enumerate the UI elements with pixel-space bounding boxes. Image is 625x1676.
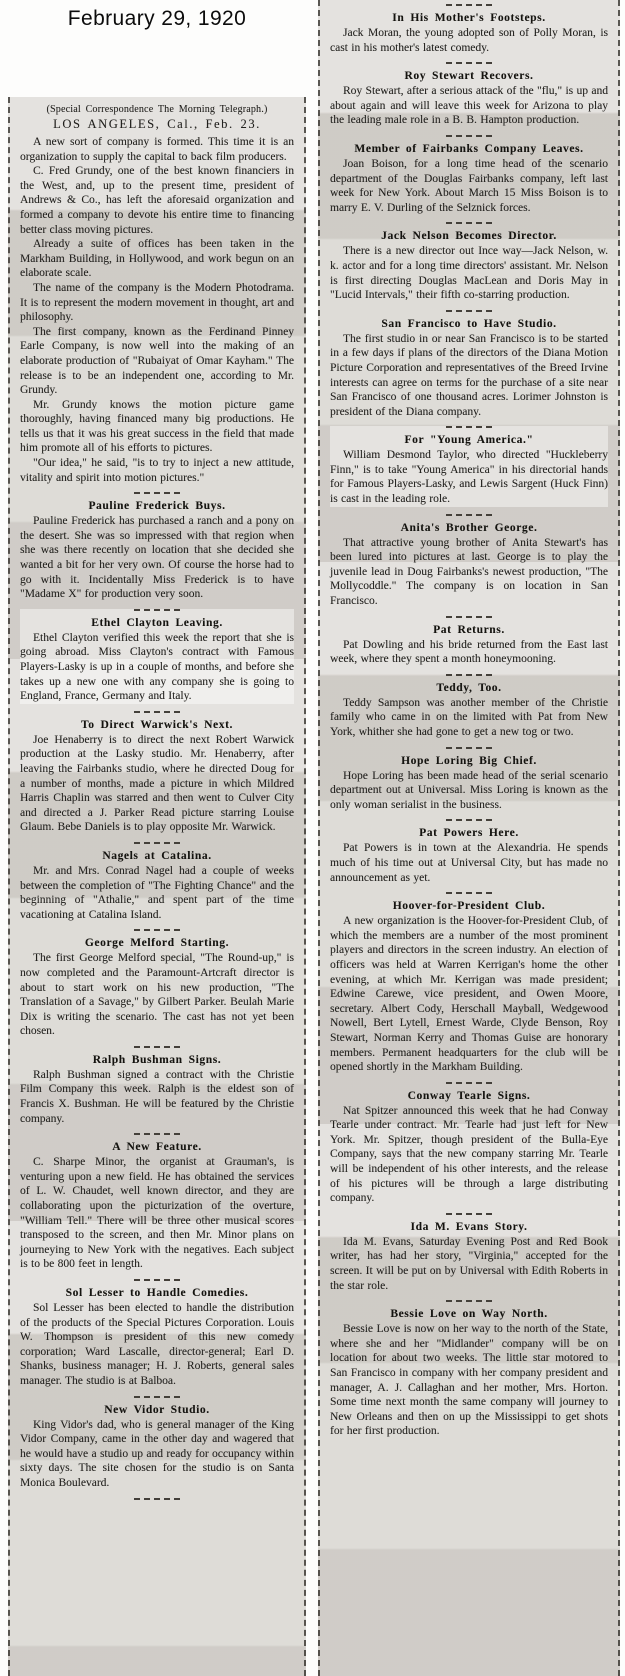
- story-paragraph: Jack Moran, the young adopted son of Polly Moran, is cast in his mother's latest comedy.: [330, 27, 608, 54]
- story-paragraph: King Vidor's dad, who is general manager of the King Vidor Company, came in the other day and wagered that he would have a studio up and ready for occupancy within sixty days. The site chosen for the studio is on Santa Monica Boulevard.: [20, 1418, 294, 1489]
- story-paragraph: The name of the company is the Modern Photodrama. It is to represent the modern movement in thought, art and philosophy.: [20, 281, 294, 324]
- story-jack-nelson-becomes-director: [330, 222, 608, 302]
- story-heading: Hope Loring Big Chief.: [401, 754, 537, 767]
- story-heading: Pauline Frederick Buys.: [88, 500, 226, 513]
- story-new-vidor-studio: [20, 1396, 294, 1491]
- story-in-his-mothers-footsteps: [330, 4, 608, 55]
- story-paragraph: "Our idea," he said, "is to try to inject a new attitude, vitality and spirit into motion pictures.": [20, 457, 294, 484]
- section-divider: [446, 1082, 492, 1084]
- story-paragraph: Hope Loring has been made head of the serial scenario department out at Universal. Miss Loring is known as the only woman serialist in the business.: [330, 769, 608, 811]
- section-divider: [446, 310, 492, 312]
- story-heading: A New Feature.: [112, 1141, 202, 1154]
- story-conway-tearle-signs: [330, 1082, 608, 1206]
- section-divider: [134, 609, 180, 611]
- story-sol-lesser-to-handle-comedies: [20, 1279, 294, 1389]
- section-divider: [134, 1046, 180, 1048]
- story-hope-loring-big-chief: [330, 747, 608, 813]
- story-for-young-america: [330, 426, 608, 506]
- story-to-direct-warwicks-next: [20, 711, 294, 835]
- story-paragraph: The first studio in or near San Francisco is to be started in a few days if plans of the directors of the Diana Motion Picture Corporation and representatives of the Breed Irvine interests can agree on terms for the purchase of a site near San Francisco of one thousand acres. Lorimer Johnston is president of the Diana company.: [330, 332, 608, 418]
- dateline: LOS ANGELES, Cal., Feb. 23.: [53, 117, 261, 131]
- story-heading: Anita's Brother George.: [400, 521, 538, 534]
- story-paragraph: The first company, known as the Ferdinand Pinney Earle Company, is now well into the making of an elaborate production of "Rubaiyat of Omar Kayham." The release is to be an independent one, according to Mr. Grundy.: [20, 325, 294, 397]
- story-anitas-brother-george: [330, 514, 608, 609]
- section-divider: [446, 747, 492, 749]
- lead-story: [20, 97, 294, 485]
- story-pauline-frederick-buys: [20, 492, 294, 602]
- section-divider: [134, 842, 180, 844]
- section-divider: [446, 1213, 492, 1215]
- story-paragraph: Ralph Bushman signed a contract with the Christie Film Company this week. Ralph is the eldest son of Francis X. Bushman. He will be featured by the Christie company.: [20, 1068, 294, 1125]
- story-paragraph: The first George Melford special, "The Round-up," is now completed and the Paramount-Artcraft director is about to start work on his new production, "The Translation of a Savage," by Gilbert Parker. Beulah Marie Dix is writing the scenario. The cast has not yet been chosen.: [20, 952, 294, 1038]
- story-member-of-fairbanks-company-leaves: [330, 135, 608, 215]
- story-heading: Teddy, Too.: [436, 681, 502, 694]
- story-san-francisco-to-have-studio: [330, 310, 608, 420]
- story-paragraph: Teddy Sampson was another member of the Christie family who came in on the limited with Pat from New York, whither she had gone to get a new tog or two.: [330, 696, 608, 738]
- story-heading: Hoover-for-President Club.: [392, 900, 546, 913]
- story-heading: Ida M. Evans Story.: [410, 1220, 528, 1233]
- story-paragraph: Pat Dowling and his bride returned from the East last week, where they spent a month honeymooning.: [330, 638, 608, 666]
- story-heading: Jack Nelson Becomes Director.: [381, 230, 557, 243]
- story-heading: New Vidor Studio.: [104, 1403, 210, 1416]
- story-hoover-for-president-club: [330, 892, 608, 1075]
- right-column: [318, 0, 620, 1676]
- section-divider: [446, 222, 492, 224]
- story-paragraph: C. Sharpe Minor, the organist at Grauman's, is venturing upon a new field. He has obtained the services of L. W. Chaudet, well known director, and they are collaborating upon the picturization of the overture, "William Tell." There will be three other musical scores transposed to the screen, and then Mr. Minor plans on journeying to New York with the negatives. Each subject is to be 800 feet in length.: [20, 1156, 294, 1271]
- section-divider: [134, 711, 180, 713]
- story-heading: Bessie Love on Way North.: [390, 1308, 548, 1321]
- story-paragraph: Already a suite of offices has been taken in the Markham Building, in Hollywood, and work begun on an elaborate scale.: [20, 238, 294, 280]
- story-george-melford-starting: [20, 929, 294, 1039]
- story-paragraph: C. Fred Grundy, one of the best known financiers in the West, and, up to the present time, president of Andrews & Co., has left the aforesaid organization and formed a company to devote his entire time to financing better class moving pictures.: [20, 165, 294, 236]
- story-heading: Sol Lesser to Handle Comedies.: [65, 1287, 249, 1299]
- section-divider: [446, 135, 492, 137]
- story-heading: Conway Tearle Signs.: [407, 1089, 531, 1102]
- section-divider: [446, 1300, 492, 1302]
- story-teddy-too: [330, 674, 608, 740]
- section-divider: [446, 514, 492, 516]
- story-paragraph: Mr. and Mrs. Conrad Nagel had a couple of weeks between the completion of "The Fighting Chance" and the beginning of "Athalie," and spent part of the time vacationing at Catalina Island.: [20, 864, 294, 921]
- section-divider: [134, 1133, 180, 1135]
- story-heading: Nagels at Catalina.: [102, 849, 212, 862]
- story-heading: George Melford Starting.: [84, 937, 230, 950]
- story-paragraph: A new sort of company is formed. This time it is an organization to supply the capital to back film producers.: [20, 136, 294, 163]
- section-divider: [446, 616, 492, 618]
- story-paragraph: Joe Henaberry is to direct the next Robert Warwick production at the Lasky studio. Mr. Henaberry, after leaving the Fairbanks studio, where he directed Doug for a number of months, made a picture in which Mildred Harris Chaplin was starred and then went to Culver City and directed a J. Parker Read picture starring Louise Glaum. Bebe Daniels is to play opposite Mr. Warwick.: [20, 733, 294, 834]
- correspondence-credit: (Special Correspondence The Morning Telegraph.): [46, 104, 268, 115]
- section-divider: [134, 929, 180, 931]
- story-paragraph: Mr. Grundy knows the motion picture game thoroughly, having financed many big productions. He tells us that it was his great success in the field that made him promote all of his efforts to pictures.: [20, 398, 294, 455]
- section-divider: [446, 62, 492, 64]
- story-heading: Member of Fairbanks Company Leaves.: [354, 142, 584, 155]
- section-divider: [446, 426, 492, 428]
- story-paragraph: That attractive young brother of Anita Stewart's has been lured into pictures at last. George is to play the juvenile lead in Doug Fairbanks's newest production, "The Mollycoddle." The company is on location in San Francisco.: [330, 536, 608, 608]
- story-paragraph: Ethel Clayton verified this week the report that she is going abroad. Miss Clayton's contract with Famous Players-Lasky is up in a couple of months, and before she takes up a new one with any company she is going to England, France, Germany and Italy.: [20, 631, 294, 703]
- story-paragraph: Joan Boison, for a long time head of the scenario department of the Douglas Fairbanks company, left last week for New York. About March 15 Miss Boison is to marry E. V. Durling of the Selznick forces.: [330, 157, 608, 214]
- story-paragraph: Sol Lesser has been elected to handle the distribution of the products of the Special Pictures Corporation. Louis W. Thompson is president of this new comedy corporation; Ward Lascalle, director-general; Earl D. Shanks, business manager; H. J. Roberts, general sales manager. The studio is at Balboa.: [20, 1302, 294, 1387]
- story-heading: In His Mother's Footsteps.: [392, 12, 546, 24]
- story-heading: Pat Returns.: [433, 623, 505, 636]
- section-divider: [446, 819, 492, 821]
- section-divider: [134, 1498, 180, 1500]
- story-paragraph: Bessie Love is now on her way to the north of the State, where she and her "Midlander" company will be on location for about two weeks. The little star motored to San Francisco in company with her company president and manager, A. J. Callaghan and her mother, Mrs. Horton. Some time next month the same company will journey to New Orleans and then on up the Mississippi to get shots for her first production.: [330, 1323, 608, 1438]
- story-paragraph: Pat Powers is in town at the Alexandria. He spends much of his time out at Universal City, but has made no announcement as yet.: [330, 842, 608, 884]
- section-divider: [446, 674, 492, 676]
- story-heading: Pat Powers Here.: [419, 827, 519, 840]
- story-heading: Ethel Clayton Leaving.: [91, 616, 223, 629]
- story-pat-powers-here: [330, 819, 608, 885]
- story-paragraph: Nat Spitzer announced this week that he had Conway Tearle under contract. Mr. Tearle had just left for New York. Mr. Spitzer, though president of the Bulla-Eye Company, says that the new company starring Mr. Tearle will be independent of his other interests, and the release of his pictures will be through a large distributing company.: [330, 1104, 608, 1205]
- section-divider: [134, 1279, 180, 1281]
- story-roy-stewart-recovers: [330, 62, 608, 128]
- story-heading: To Direct Warwick's Next.: [81, 718, 233, 731]
- story-pat-returns: [330, 616, 608, 667]
- story-a-new-feature: [20, 1133, 294, 1272]
- story-heading: Roy Stewart Recovers.: [404, 70, 534, 83]
- section-divider: [446, 892, 492, 894]
- story-ida-m-evans-story: [330, 1213, 608, 1293]
- page-title: February 29, 1920: [67, 7, 247, 30]
- story-ralph-bushman-signs: [20, 1046, 294, 1126]
- section-divider: [446, 4, 492, 6]
- story-paragraph: Roy Stewart, after a serious attack of the "flu," is up and about again and will leave this week for Arizona to play the leading male role in a B. B. Hampton production.: [330, 85, 608, 127]
- story-bessie-love-on-way-north: [330, 1300, 608, 1439]
- story-ethel-clayton-leaving: [20, 609, 294, 704]
- story-paragraph: Ida M. Evans, Saturday Evening Post and Red Book writer, has had her story, "Virginia," accepted for the screen. It will be put on by Universal with Edith Roberts in the star role.: [330, 1235, 608, 1292]
- story-heading: San Francisco to Have Studio.: [381, 317, 557, 330]
- story-paragraph: A new organization is the Hoover-for-President Club, of which the members are a number of the most prominent players and directors in the screen industry. An election of officers was held at Warren Kerrigan's home the other evening, at which Mr. Kerrigan was made president; Edwine Carewe, vice president, and Owen Moore, secretary. Albert Cody, Herschall Mayball, Wedgewood Nowell, Bert Lytell, Ernest Warde, Clyde Benson, Roy Stewart, Norman Kerry and Thomas Guise are honorary members. Permanent headquarters for the club will be opened shortly in the Markham Building.: [330, 915, 608, 1074]
- left-column: [8, 97, 306, 1676]
- story-nagels-at-catalina: [20, 842, 294, 922]
- story-paragraph: There is a new director out Ince way—Jack Nelson, w. k. actor and for a long time directors' assistant. Mr. Nelson is first directing Douglas MacLean and Doris May in "Lucid Intervals," their fifth co-starring production.: [330, 245, 608, 302]
- story-paragraph: Pauline Frederick has purchased a ranch and a pony on the desert. She was so impressed with that region when she was there recently on location that she decided she wanted a bit for her very own. Of course the horse had to go with it. Incidentally Miss Frederick is to have "Madame X" for production very soon.: [20, 515, 294, 601]
- section-divider: [134, 492, 180, 494]
- story-heading: Ralph Bushman Signs.: [92, 1053, 222, 1066]
- story-paragraph: William Desmond Taylor, who directed "Huckleberry Finn," is to take "Young America" in his directorial hands for Famous Players-Lasky, and Lewis Sargent (Huck Finn) is cast in the leading role.: [330, 449, 608, 506]
- section-divider: [134, 1396, 180, 1398]
- story-heading: For "Young America.": [404, 434, 534, 447]
